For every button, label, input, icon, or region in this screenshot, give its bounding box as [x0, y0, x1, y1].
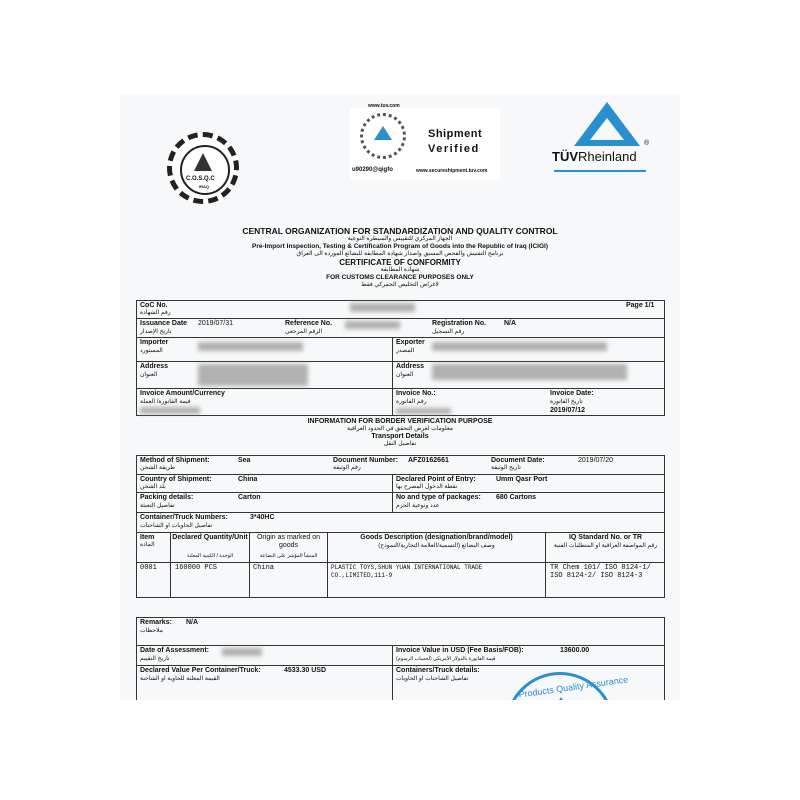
column-header: Item	[140, 534, 155, 541]
border-verification-header: INFORMATION FOR BORDER VERIFICATION PURPOSE معلومات لغرض التحقق في الحدود العراقية Transport Details تفاصيل النقل	[307, 418, 493, 447]
tuv-rheinland-logo: TÜVRheinland ®	[552, 100, 652, 175]
column-header: Declared Quantity/Unit	[172, 534, 248, 541]
redacted-coc-number	[350, 303, 415, 312]
redacted-assessment-date	[222, 648, 262, 656]
redacted-reference	[345, 321, 400, 329]
tuv-triangle-icon	[572, 100, 642, 150]
redacted-importer	[198, 342, 303, 351]
column-header: Goods Description (designation/brand/model)	[360, 534, 513, 541]
redacted-exporter-address	[432, 364, 627, 380]
column-header: IQ Standard No. or TR	[568, 534, 643, 541]
certificate-title: CERTIFICATE OF CONFORMITY	[339, 258, 461, 267]
cosqc-logo: C.O.S.Q.C IRAQ	[167, 132, 239, 204]
page-number: Page 1/1	[626, 302, 655, 309]
redacted-importer-address	[198, 364, 308, 386]
org-name: CENTRAL ORGANIZATION FOR STANDARDIZATION AND QUALITY CONTROL	[242, 226, 558, 236]
quality-assurance-stamp: Products Quality Assurance	[505, 672, 615, 782]
redacted-exporter	[432, 342, 607, 351]
column-header: Origin as marked on goods	[256, 534, 321, 549]
redacted-invoice-amount	[140, 407, 200, 414]
shipment-verified-badge: www.tuv.com Shipment Verified u90290@qigfo www.secureshipment.tuv.com	[350, 108, 500, 180]
tuv-seal-icon	[360, 113, 406, 159]
redacted-invoice-number	[396, 408, 451, 414]
document-header: CENTRAL ORGANIZATION FOR STANDARDIZATION AND QUALITY CONTROL الجهاز المركزي للتقييس والسيطرة النوعية Pre-Import Inspection, Testing & Certification Program of Goods into the Republic of Iraq (ICIGI) برنامج التفتيش والفحص المسبق واصدار شهادة المطابقة للبضائع الموردة الى العراق CERTIFICATE OF CONFORMITY شهادة المطابقة FOR CUSTOMS CLEARANCE PURPOSES ONLY لاغراض التخليص الجمركي فقط	[120, 226, 680, 289]
